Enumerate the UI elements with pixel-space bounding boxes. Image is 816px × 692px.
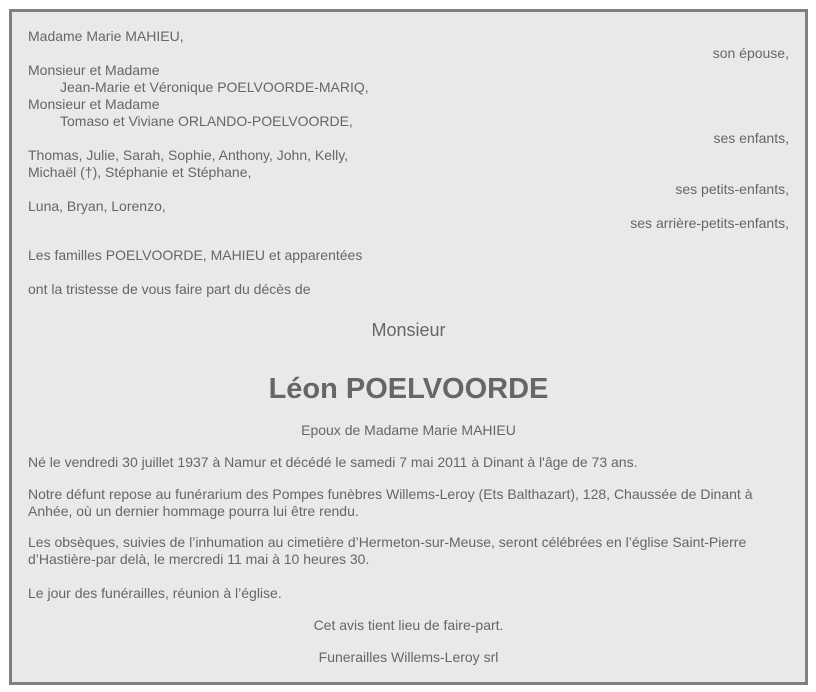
birth-death-info: Né le vendredi 30 juillet 1937 à Namur et décédé le samedi 7 mai 2011 à Dinant à l'âge de 73 ans. xyxy=(28,454,638,470)
grandchildren-line-1: Thomas, Julie, Sarah, Sophie, Anthony, John, Kelly, xyxy=(28,147,349,163)
deceased-name: Léon POELVOORDE xyxy=(268,373,549,405)
notice-line: Cet avis tient lieu de faire-part. xyxy=(313,617,504,633)
funerarium-info: Notre défunt repose au funérarium des Pompes funèbres Willems-Leroy (Ets Balthazart), 128, Chaussée de Dinant à Anhée, où un dernier hommage pourra lui être rendu. xyxy=(28,486,753,519)
meeting-info: Le jour des funérailles, réunion à l’église. xyxy=(28,585,282,601)
deceased-title: Monsieur xyxy=(371,320,446,340)
great-grandchildren: Luna, Bryan, Lorenzo, xyxy=(28,198,166,214)
families-line: Les familles POELVOORDE, MAHIEU et apparentées xyxy=(28,247,363,263)
great-grandchildren-role: ses arrière-petits-enfants, xyxy=(630,215,789,231)
spouse-of: Epoux de Madame Marie MAHIEU xyxy=(301,422,516,438)
grandchildren-role: ses petits-enfants, xyxy=(675,181,789,197)
funeral-home: Funerailles Willems-Leroy srl xyxy=(318,649,499,665)
child2-title: Monsieur et Madame xyxy=(28,96,160,112)
child2-names: Tomaso et Viviane ORLANDO-POELVOORDE, xyxy=(60,113,353,129)
grandchildren-line-2: Michaël (†), Stéphanie et Stéphane, xyxy=(28,164,252,180)
child1-names: Jean-Marie et Véronique POELVOORDE-MARIQ, xyxy=(60,79,369,95)
spouse-name: Madame Marie MAHIEU, xyxy=(28,28,184,44)
child1-title: Monsieur et Madame xyxy=(28,62,160,78)
ceremony-info: Les obsèques, suivies de l’inhumation au cimetière d’Hermeton-sur-Meuse, seront célébrées en l’église Saint-Pierre d’Hastière-par delà, le mercredi 11 mai à 10 heures 30. xyxy=(28,534,747,567)
spouse-role: son épouse, xyxy=(712,45,789,61)
children-role: ses enfants, xyxy=(713,130,789,146)
announcement: ont la tristesse de vous faire part du décès de xyxy=(28,281,311,297)
obituary-notice xyxy=(9,9,808,685)
